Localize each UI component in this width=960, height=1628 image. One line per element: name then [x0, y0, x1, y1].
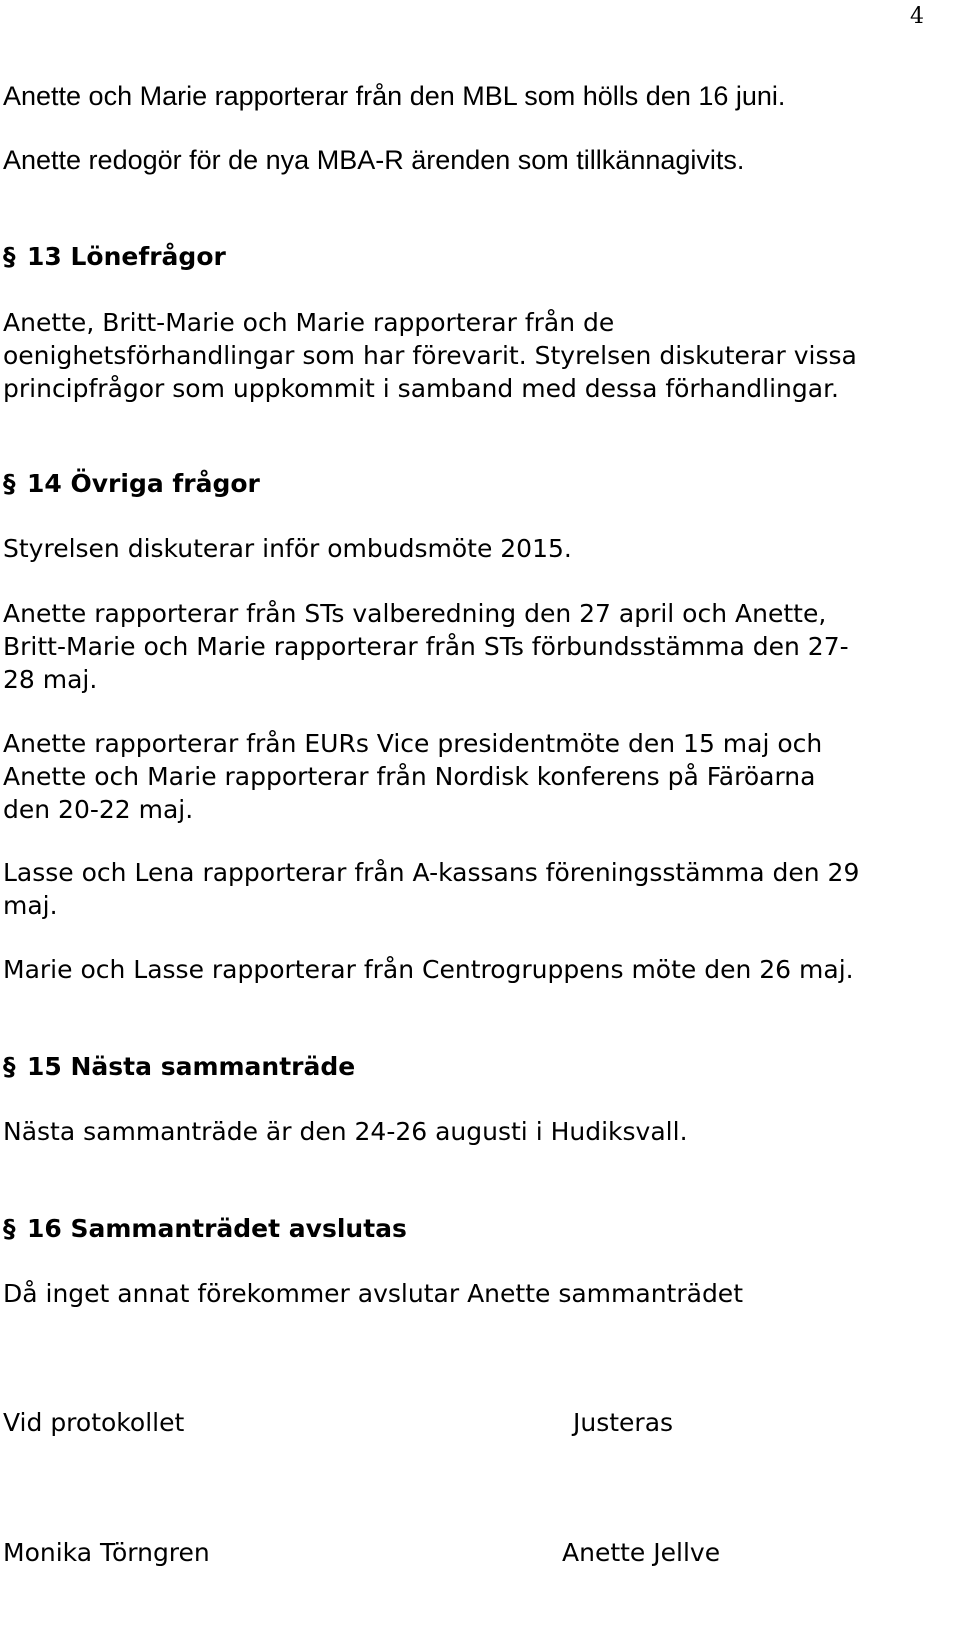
section-13-line: Anette, Britt-Marie och Marie rapporterar från de — [3, 308, 615, 337]
section-13-text — [3, 306, 857, 405]
section-16-heading — [3, 1212, 407, 1245]
section-13-line: principfrågor som uppkommit i samband med dessa förhandlingar. — [3, 374, 839, 403]
signature-right-name: Anette Jellve — [562, 1538, 721, 1567]
signature-right-label: Justeras — [573, 1408, 674, 1437]
section-16-text: Då inget annat förekommer avslutar Anette sammanträdet — [3, 1279, 743, 1308]
section-14-title: 14 Övriga frågor — [27, 469, 260, 498]
paragraph-line: Anette rapporterar från EURs Vice presidentmöte den 15 maj och — [3, 729, 823, 758]
paragraph-line: den 20-22 maj. — [3, 795, 194, 824]
paragraph-line: Anette och Marie rapporterar från Nordisk konferens på Färöarna — [3, 762, 816, 791]
section-13-heading — [3, 240, 226, 273]
section-15-heading — [3, 1050, 355, 1083]
section-13-line: oenighetsförhandlingar som har förevarit. Styrelsen diskuterar vissa — [3, 341, 857, 370]
section-15-title: 15 Nästa sammanträde — [27, 1052, 356, 1081]
paragraph-line: Britt-Marie och Marie rapporterar från STs förbundsstämma den 27- — [3, 632, 849, 661]
paragraph-mbl: Anette och Marie rapporterar från den MBL som hölls den 16 juni. — [3, 81, 786, 111]
section-14-paragraph-5: Marie och Lasse rapporterar från Centrogruppens möte den 26 maj. — [3, 955, 854, 984]
paragraph-line: Anette rapporterar från STs valberedning den 27 april och Anette, — [3, 599, 827, 628]
signature-left-name: Monika Törngren — [3, 1538, 210, 1567]
paragraph-line: maj. — [3, 891, 58, 920]
paragraph-mba: Anette redogör för de nya MBA-R ärenden som tillkännagivits. — [3, 145, 745, 175]
section-16-title: 16 Sammanträdet avslutas — [27, 1214, 407, 1243]
section-symbol: § — [3, 1052, 16, 1081]
section-14-heading — [3, 467, 260, 500]
section-14-paragraph-2 — [3, 597, 849, 696]
signature-left-label: Vid protokollet — [3, 1408, 185, 1437]
section-14-paragraph-3 — [3, 727, 822, 826]
section-symbol: § — [3, 242, 16, 271]
paragraph-line: 28 maj. — [3, 665, 98, 694]
section-13-title: 13 Lönefrågor — [27, 242, 226, 271]
section-14-paragraph-1: Styrelsen diskuterar inför ombudsmöte 2015. — [3, 534, 572, 563]
paragraph-line: Lasse och Lena rapporterar från A-kassans föreningsstämma den 29 — [3, 858, 860, 887]
page-number: 4 — [910, 4, 924, 29]
section-symbol: § — [3, 469, 16, 498]
section-14-paragraph-4 — [3, 856, 859, 922]
section-symbol: § — [3, 1214, 16, 1243]
section-15-text: Nästa sammanträde är den 24-26 augusti i Hudiksvall. — [3, 1117, 688, 1146]
